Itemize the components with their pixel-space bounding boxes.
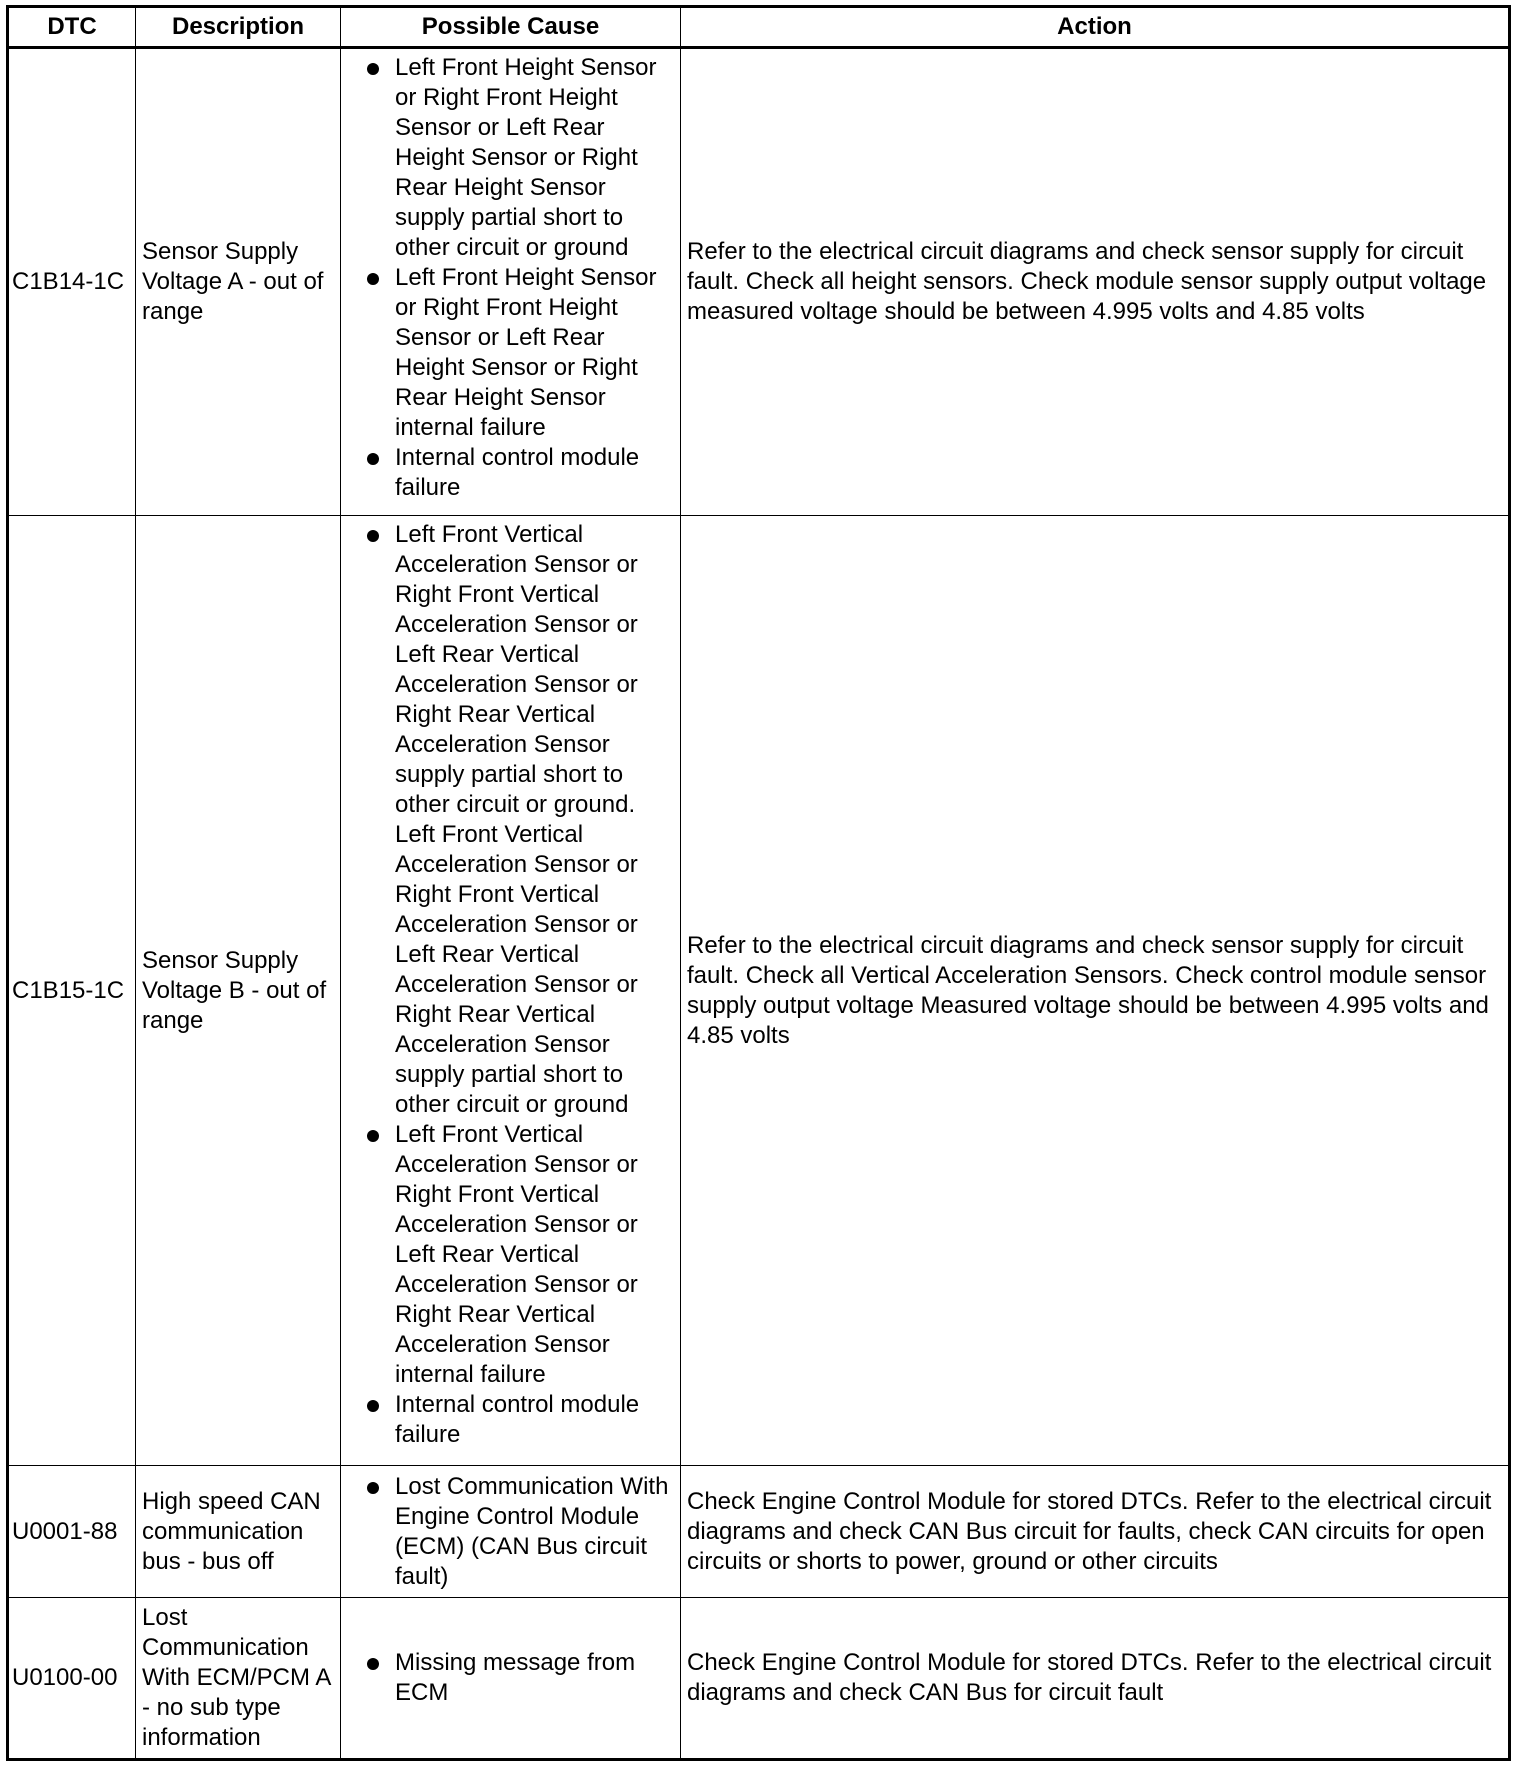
dtc-document bbox=[6, 5, 1511, 1761]
header-description: Description bbox=[136, 7, 341, 48]
dtc-description: Lost Communication With ECM/PCM A - no sub type information bbox=[136, 1598, 341, 1760]
cause-list bbox=[347, 53, 676, 503]
header-action: Action bbox=[681, 7, 1510, 48]
dtc-code: U0001-88 bbox=[8, 1466, 136, 1598]
cause-item: Lost Communication With Engine Control Module (ECM) (CAN Bus circuit fault) bbox=[347, 1472, 676, 1592]
dtc-code: U0100-00 bbox=[8, 1598, 136, 1760]
dtc-action: Refer to the electrical circuit diagrams and check sensor supply for circuit fault. Check all Vertical Acceleration Sensors. Check control module sensor supply output voltage Measured voltage should be between 4.995 volts and 4.85 volts bbox=[681, 516, 1510, 1466]
cause-item: Left Front Height Sensor or Right Front Height Sensor or Left Rear Height Sensor or Right Rear Height Sensor internal failure bbox=[347, 263, 676, 443]
dtc-code: C1B15-1C bbox=[8, 516, 136, 1466]
header-dtc: DTC bbox=[8, 7, 136, 48]
possible-cause-cell bbox=[341, 1598, 681, 1760]
dtc-action: Check Engine Control Module for stored DTCs. Refer to the electrical circuit diagrams and check CAN Bus for circuit fault bbox=[681, 1598, 1510, 1760]
table-row bbox=[8, 1598, 1510, 1760]
table-row bbox=[8, 48, 1510, 516]
dtc-action: Check Engine Control Module for stored DTCs. Refer to the electrical circuit diagrams and check CAN Bus circuit for faults, check CAN circuits for open circuits or shorts to power, ground or other circuits bbox=[681, 1466, 1510, 1598]
cause-list bbox=[347, 1472, 676, 1592]
bullet-icon bbox=[367, 63, 379, 75]
cause-item: Left Front Height Sensor or Right Front Height Sensor or Left Rear Height Sensor or Right Rear Height Sensor supply partial short to other circuit or ground bbox=[347, 53, 676, 263]
bullet-icon bbox=[367, 453, 379, 465]
bullet-icon bbox=[367, 1130, 379, 1142]
cause-item: Internal control module failure bbox=[347, 1390, 676, 1450]
cause-item: Internal control module failure bbox=[347, 443, 676, 503]
bullet-icon bbox=[367, 1658, 379, 1670]
dtc-description: Sensor Supply Voltage A - out of range bbox=[136, 48, 341, 516]
table-row bbox=[8, 516, 1510, 1466]
cause-item: Left Front Vertical Acceleration Sensor or Right Front Vertical Acceleration Sensor or Left Rear Vertical Acceleration Sensor or Right Rear Vertical Acceleration Sensor supply partial short to other circuit or ground. Left Front Vertical Acceleration Sensor or Right Front Vertical Acceleration Sensor or Left Rear Vertical Acceleration Sensor or Right Rear Vertical Acceleration Sensor supply partial short to other circuit or ground bbox=[347, 520, 676, 1120]
header-possible-cause: Possible Cause bbox=[341, 7, 681, 48]
possible-cause-cell bbox=[341, 1466, 681, 1598]
bullet-icon bbox=[367, 1400, 379, 1412]
cause-list bbox=[347, 1648, 676, 1708]
cause-list bbox=[347, 520, 676, 1450]
dtc-code: C1B14-1C bbox=[8, 48, 136, 516]
possible-cause-cell bbox=[341, 48, 681, 516]
dtc-action: Refer to the electrical circuit diagrams and check sensor supply for circuit fault. Check all height sensors. Check module sensor supply output voltage measured voltage should be between 4.995 volts and 4.85 volts bbox=[681, 48, 1510, 516]
table-row bbox=[8, 1466, 1510, 1598]
dtc-description: Sensor Supply Voltage B - out of range bbox=[136, 516, 341, 1466]
possible-cause-cell bbox=[341, 516, 681, 1466]
dtc-description: High speed CAN communication bus - bus off bbox=[136, 1466, 341, 1598]
bullet-icon bbox=[367, 1482, 379, 1494]
cause-item: Left Front Vertical Acceleration Sensor or Right Front Vertical Acceleration Sensor or Left Rear Vertical Acceleration Sensor or Right Rear Vertical Acceleration Sensor internal failure bbox=[347, 1120, 676, 1390]
bullet-icon bbox=[367, 273, 379, 285]
bullet-icon bbox=[367, 530, 379, 542]
cause-item: Missing message from ECM bbox=[347, 1648, 676, 1708]
table-header-row bbox=[8, 7, 1510, 48]
dtc-table bbox=[6, 5, 1511, 1761]
